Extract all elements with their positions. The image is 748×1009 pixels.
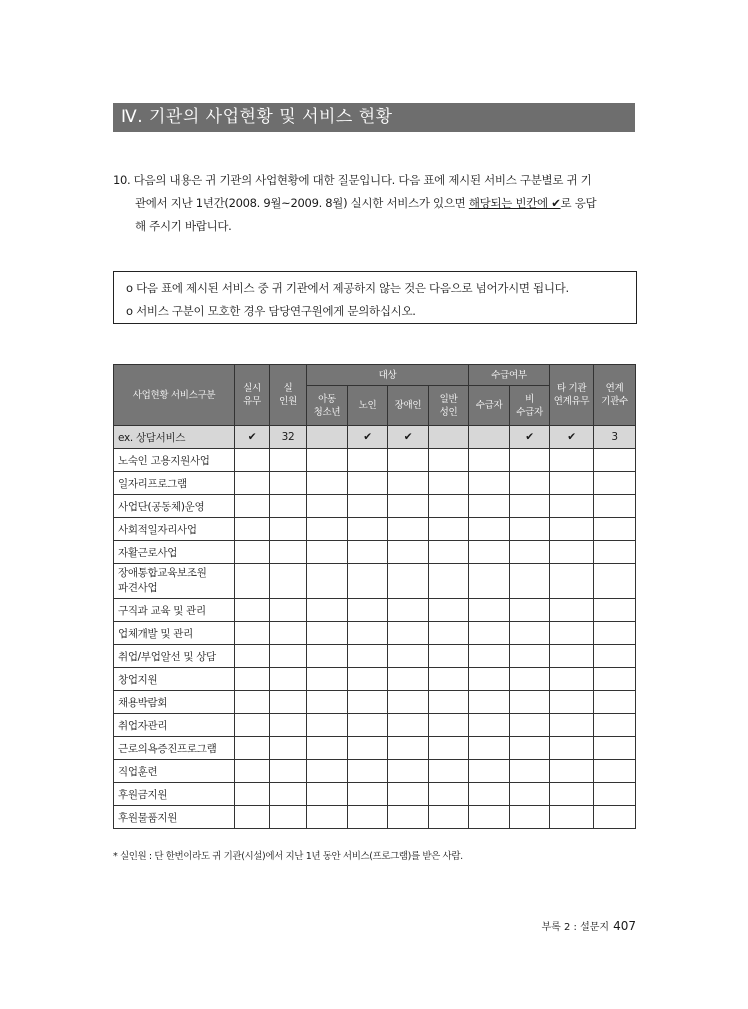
answer-cell-target-general-adult[interactable] xyxy=(429,599,469,622)
header-implemented: 실시 유무 xyxy=(235,365,270,426)
table-row xyxy=(114,714,636,737)
answer-cell-actual-persons[interactable] xyxy=(270,737,307,760)
question-line-3: 해 주시기 바랍니다. xyxy=(135,219,232,233)
answer-cell-recipient[interactable] xyxy=(469,760,510,783)
answer-cell-target-youth[interactable] xyxy=(307,599,348,622)
example-target-disabled: ✔ xyxy=(388,426,429,449)
notice-line-1: o 다음 표에 제시된 서비스 중 귀 기관에서 제공하지 않는 것은 다음으로 넘어가시면 됩니다. xyxy=(126,281,569,295)
answer-cell-other-agency-link[interactable] xyxy=(550,691,594,714)
header-benefit-status: 수급여부 xyxy=(469,365,550,386)
answer-cell-target-general-adult[interactable] xyxy=(429,783,469,806)
service-name: 사회적일자리사업 xyxy=(114,518,235,541)
answer-cell-target-disabled[interactable] xyxy=(388,564,429,599)
answer-cell-other-agency-link[interactable] xyxy=(550,737,594,760)
table-row xyxy=(114,541,636,564)
answer-cell-non-recipient[interactable] xyxy=(510,449,550,472)
answer-cell-other-agency-link[interactable] xyxy=(550,599,594,622)
answer-cell-target-youth[interactable] xyxy=(307,737,348,760)
answer-cell-other-agency-link[interactable] xyxy=(550,760,594,783)
answer-cell-non-recipient[interactable] xyxy=(510,806,550,829)
header-linked-agencies: 연계 기관수 xyxy=(594,365,636,426)
answer-cell-linked-agencies[interactable] xyxy=(594,691,636,714)
answer-cell-recipient[interactable] xyxy=(469,518,510,541)
answer-cell-target-elderly[interactable] xyxy=(348,495,388,518)
answer-cell-target-elderly[interactable] xyxy=(348,449,388,472)
answer-cell-target-disabled[interactable] xyxy=(388,472,429,495)
answer-cell-target-youth[interactable] xyxy=(307,495,348,518)
footer-label: 부록 2 : 설문지 xyxy=(541,922,610,933)
answer-cell-actual-persons[interactable] xyxy=(270,645,307,668)
example-name: ex. 상담서비스 xyxy=(114,426,235,449)
example-actual-persons: 32 xyxy=(270,426,307,449)
answer-cell-target-elderly[interactable] xyxy=(348,691,388,714)
answer-cell-target-youth[interactable] xyxy=(307,691,348,714)
answer-cell-target-disabled[interactable] xyxy=(388,668,429,691)
answer-cell-actual-persons[interactable] xyxy=(270,806,307,829)
answer-cell-recipient[interactable] xyxy=(469,495,510,518)
example-linked-agencies: 3 xyxy=(594,426,636,449)
answer-cell-actual-persons[interactable] xyxy=(270,541,307,564)
answer-cell-recipient[interactable] xyxy=(469,806,510,829)
service-name: 장애통합교육보조원 파견사업 xyxy=(114,564,235,599)
answer-cell-other-agency-link[interactable] xyxy=(550,449,594,472)
answer-cell-target-youth[interactable] xyxy=(307,714,348,737)
answer-cell-linked-agencies[interactable] xyxy=(594,495,636,518)
answer-cell-implemented[interactable] xyxy=(235,518,270,541)
question-line-2-a: 관에서 지난 1년간(2008. 9월~2009. 8월) 실시한 서비스가 있으면 xyxy=(135,196,469,210)
answer-cell-recipient[interactable] xyxy=(469,645,510,668)
answer-cell-target-disabled[interactable] xyxy=(388,691,429,714)
answer-cell-target-general-adult[interactable] xyxy=(429,737,469,760)
service-name: 사업단(공동체)운영 xyxy=(114,495,235,518)
table-row xyxy=(114,783,636,806)
answer-cell-target-elderly[interactable] xyxy=(348,518,388,541)
header-actual-persons: 실 인원 xyxy=(270,365,307,426)
answer-cell-implemented[interactable] xyxy=(235,541,270,564)
answer-cell-linked-agencies[interactable] xyxy=(594,472,636,495)
answer-cell-target-general-adult[interactable] xyxy=(429,495,469,518)
answer-cell-non-recipient[interactable] xyxy=(510,760,550,783)
header-target-youth: 아동 청소년 xyxy=(307,386,348,426)
header-target-general-adult: 일반 성인 xyxy=(429,386,469,426)
answer-cell-target-disabled[interactable] xyxy=(388,714,429,737)
answer-cell-implemented[interactable] xyxy=(235,806,270,829)
answer-cell-target-elderly[interactable] xyxy=(348,806,388,829)
answer-cell-other-agency-link[interactable] xyxy=(550,472,594,495)
answer-cell-actual-persons[interactable] xyxy=(270,599,307,622)
answer-cell-implemented[interactable] xyxy=(235,691,270,714)
header-target-elderly: 노인 xyxy=(348,386,388,426)
answer-cell-recipient[interactable] xyxy=(469,472,510,495)
example-non-recipient: ✔ xyxy=(510,426,550,449)
service-name: 직업훈련 xyxy=(114,760,235,783)
answer-cell-target-elderly[interactable] xyxy=(348,541,388,564)
example-implemented: ✔ xyxy=(235,426,270,449)
answer-cell-implemented[interactable] xyxy=(235,737,270,760)
answer-cell-actual-persons[interactable] xyxy=(270,783,307,806)
answer-cell-recipient[interactable] xyxy=(469,449,510,472)
table-row xyxy=(114,806,636,829)
answer-cell-target-disabled[interactable] xyxy=(388,645,429,668)
answer-cell-target-youth[interactable] xyxy=(307,622,348,645)
answer-cell-actual-persons[interactable] xyxy=(270,760,307,783)
answer-cell-target-elderly[interactable] xyxy=(348,760,388,783)
answer-cell-linked-agencies[interactable] xyxy=(594,518,636,541)
table-row xyxy=(114,449,636,472)
header-service-type: 사업현황 서비스구분 xyxy=(114,365,235,426)
answer-cell-implemented[interactable] xyxy=(235,449,270,472)
answer-cell-implemented[interactable] xyxy=(235,622,270,645)
answer-cell-non-recipient[interactable] xyxy=(510,668,550,691)
answer-cell-target-general-adult[interactable] xyxy=(429,760,469,783)
example-row xyxy=(114,426,636,449)
answer-cell-target-general-adult[interactable] xyxy=(429,668,469,691)
answer-cell-target-elderly[interactable] xyxy=(348,599,388,622)
table-row xyxy=(114,668,636,691)
answer-cell-target-disabled[interactable] xyxy=(388,622,429,645)
answer-cell-non-recipient[interactable] xyxy=(510,737,550,760)
answer-cell-other-agency-link[interactable] xyxy=(550,645,594,668)
answer-cell-actual-persons[interactable] xyxy=(270,449,307,472)
answer-cell-target-youth[interactable] xyxy=(307,645,348,668)
answer-cell-target-general-adult[interactable] xyxy=(429,714,469,737)
answer-cell-target-disabled[interactable] xyxy=(388,806,429,829)
answer-cell-non-recipient[interactable] xyxy=(510,714,550,737)
answer-cell-target-youth[interactable] xyxy=(307,668,348,691)
answer-cell-target-general-adult[interactable] xyxy=(429,645,469,668)
answer-cell-recipient[interactable] xyxy=(469,737,510,760)
answer-cell-target-general-adult[interactable] xyxy=(429,622,469,645)
answer-cell-target-elderly[interactable] xyxy=(348,714,388,737)
example-target-youth xyxy=(307,426,348,449)
answer-cell-non-recipient[interactable] xyxy=(510,472,550,495)
answer-cell-actual-persons[interactable] xyxy=(270,495,307,518)
question-line-2-b: 로 응답 xyxy=(560,196,597,210)
answer-cell-other-agency-link[interactable] xyxy=(550,518,594,541)
answer-cell-linked-agencies[interactable] xyxy=(594,806,636,829)
answer-cell-target-general-adult[interactable] xyxy=(429,541,469,564)
answer-cell-target-general-adult[interactable] xyxy=(429,449,469,472)
answer-cell-non-recipient[interactable] xyxy=(510,518,550,541)
answer-cell-target-elderly[interactable] xyxy=(348,783,388,806)
answer-cell-target-disabled[interactable] xyxy=(388,783,429,806)
question-10 xyxy=(113,169,637,238)
table-row xyxy=(114,495,636,518)
answer-cell-non-recipient[interactable] xyxy=(510,541,550,564)
example-other-agency-link: ✔ xyxy=(550,426,594,449)
example-target-general-adult xyxy=(429,426,469,449)
answer-cell-target-disabled[interactable] xyxy=(388,760,429,783)
answer-cell-non-recipient[interactable] xyxy=(510,645,550,668)
page-footer xyxy=(520,918,636,933)
answer-cell-recipient[interactable] xyxy=(469,668,510,691)
answer-cell-actual-persons[interactable] xyxy=(270,668,307,691)
answer-cell-linked-agencies[interactable] xyxy=(594,541,636,564)
answer-cell-other-agency-link[interactable] xyxy=(550,564,594,599)
answer-cell-target-elderly[interactable] xyxy=(348,564,388,599)
answer-cell-target-general-adult[interactable] xyxy=(429,518,469,541)
answer-cell-target-disabled[interactable] xyxy=(388,518,429,541)
notice-box xyxy=(113,271,637,324)
service-name: 구직과 교육 및 관리 xyxy=(114,599,235,622)
answer-cell-target-disabled[interactable] xyxy=(388,449,429,472)
question-underlined-instruction: 해당되는 빈칸에 ✔ xyxy=(468,196,561,210)
answer-cell-target-youth[interactable] xyxy=(307,472,348,495)
answer-cell-target-youth[interactable] xyxy=(307,564,348,599)
service-table xyxy=(113,364,636,829)
answer-cell-target-disabled[interactable] xyxy=(388,599,429,622)
answer-cell-target-youth[interactable] xyxy=(307,806,348,829)
service-table-body xyxy=(114,426,636,829)
service-name: 자활근로사업 xyxy=(114,541,235,564)
answer-cell-other-agency-link[interactable] xyxy=(550,806,594,829)
answer-cell-implemented[interactable] xyxy=(235,599,270,622)
answer-cell-linked-agencies[interactable] xyxy=(594,622,636,645)
answer-cell-non-recipient[interactable] xyxy=(510,599,550,622)
notice-line-2: o 서비스 구분이 모호한 경우 담당연구원에게 문의하십시오. xyxy=(126,304,416,318)
answer-cell-target-elderly[interactable] xyxy=(348,668,388,691)
answer-cell-implemented[interactable] xyxy=(235,564,270,599)
answer-cell-target-youth[interactable] xyxy=(307,541,348,564)
answer-cell-target-elderly[interactable] xyxy=(348,472,388,495)
answer-cell-target-youth[interactable] xyxy=(307,783,348,806)
header-target: 대상 xyxy=(307,365,469,386)
example-recipient xyxy=(469,426,510,449)
answer-cell-implemented[interactable] xyxy=(235,495,270,518)
header-non-recipient: 비 수급자 xyxy=(510,386,550,426)
answer-cell-recipient[interactable] xyxy=(469,691,510,714)
table-row xyxy=(114,691,636,714)
answer-cell-target-disabled[interactable] xyxy=(388,737,429,760)
service-name: 후원물품지원 xyxy=(114,806,235,829)
answer-cell-other-agency-link[interactable] xyxy=(550,622,594,645)
answer-cell-actual-persons[interactable] xyxy=(270,518,307,541)
answer-cell-target-elderly[interactable] xyxy=(348,645,388,668)
answer-cell-non-recipient[interactable] xyxy=(510,564,550,599)
answer-cell-target-general-adult[interactable] xyxy=(429,564,469,599)
answer-cell-linked-agencies[interactable] xyxy=(594,599,636,622)
answer-cell-other-agency-link[interactable] xyxy=(550,495,594,518)
table-row xyxy=(114,760,636,783)
answer-cell-non-recipient[interactable] xyxy=(510,691,550,714)
answer-cell-recipient[interactable] xyxy=(469,541,510,564)
answer-cell-non-recipient[interactable] xyxy=(510,622,550,645)
answer-cell-linked-agencies[interactable] xyxy=(594,714,636,737)
answer-cell-target-youth[interactable] xyxy=(307,518,348,541)
answer-cell-recipient[interactable] xyxy=(469,783,510,806)
answer-cell-linked-agencies[interactable] xyxy=(594,737,636,760)
answer-cell-recipient[interactable] xyxy=(469,599,510,622)
answer-cell-actual-persons[interactable] xyxy=(270,564,307,599)
section-title: Ⅳ. 기관의 사업현황 및 서비스 현황 xyxy=(113,103,635,132)
table-row xyxy=(114,518,636,541)
answer-cell-linked-agencies[interactable] xyxy=(594,783,636,806)
answer-cell-non-recipient[interactable] xyxy=(510,783,550,806)
service-name: 취업자관리 xyxy=(114,714,235,737)
answer-cell-other-agency-link[interactable] xyxy=(550,541,594,564)
answer-cell-actual-persons[interactable] xyxy=(270,714,307,737)
answer-cell-implemented[interactable] xyxy=(235,472,270,495)
table-row xyxy=(114,645,636,668)
answer-cell-actual-persons[interactable] xyxy=(270,622,307,645)
answer-cell-linked-agencies[interactable] xyxy=(594,668,636,691)
answer-cell-target-general-adult[interactable] xyxy=(429,806,469,829)
example-target-elderly: ✔ xyxy=(348,426,388,449)
table-row xyxy=(114,472,636,495)
answer-cell-recipient[interactable] xyxy=(469,622,510,645)
answer-cell-target-disabled[interactable] xyxy=(388,495,429,518)
service-name: 후원금지원 xyxy=(114,783,235,806)
service-name: 근로의욕증진프로그램 xyxy=(114,737,235,760)
service-name: 업체개발 및 관리 xyxy=(114,622,235,645)
answer-cell-recipient[interactable] xyxy=(469,564,510,599)
service-name: 취업/부업알선 및 상담 xyxy=(114,645,235,668)
answer-cell-implemented[interactable] xyxy=(235,645,270,668)
answer-cell-other-agency-link[interactable] xyxy=(550,714,594,737)
answer-cell-target-general-adult[interactable] xyxy=(429,691,469,714)
answer-cell-recipient[interactable] xyxy=(469,714,510,737)
footnote: * 실인원 : 단 한번이라도 귀 기관(시설)에서 지난 1년 동안 서비스(프로그램)를 받은 사람. xyxy=(113,851,463,862)
answer-cell-implemented[interactable] xyxy=(235,668,270,691)
table-row xyxy=(114,564,636,599)
answer-cell-linked-agencies[interactable] xyxy=(594,564,636,599)
answer-cell-other-agency-link[interactable] xyxy=(550,668,594,691)
answer-cell-target-youth[interactable] xyxy=(307,449,348,472)
answer-cell-implemented[interactable] xyxy=(235,760,270,783)
table-row xyxy=(114,599,636,622)
answer-cell-linked-agencies[interactable] xyxy=(594,760,636,783)
header-recipient: 수급자 xyxy=(469,386,510,426)
answer-cell-actual-persons[interactable] xyxy=(270,472,307,495)
answer-cell-other-agency-link[interactable] xyxy=(550,783,594,806)
service-name: 채용박람회 xyxy=(114,691,235,714)
answer-cell-target-disabled[interactable] xyxy=(388,541,429,564)
answer-cell-implemented[interactable] xyxy=(235,783,270,806)
answer-cell-target-general-adult[interactable] xyxy=(429,472,469,495)
answer-cell-actual-persons[interactable] xyxy=(270,691,307,714)
answer-cell-target-youth[interactable] xyxy=(307,760,348,783)
answer-cell-target-elderly[interactable] xyxy=(348,737,388,760)
service-name: 노숙인 고용지원사업 xyxy=(114,449,235,472)
question-line-2 xyxy=(113,192,637,215)
header-target-disabled: 장애인 xyxy=(388,386,429,426)
answer-cell-implemented[interactable] xyxy=(235,714,270,737)
answer-cell-target-elderly[interactable] xyxy=(348,622,388,645)
answer-cell-non-recipient[interactable] xyxy=(510,495,550,518)
answer-cell-linked-agencies[interactable] xyxy=(594,645,636,668)
question-line-1: 10. 다음의 내용은 귀 기관의 사업현황에 대한 질문입니다. 다음 표에 제시된 서비스 구분별로 귀 기 xyxy=(113,173,592,187)
table-row xyxy=(114,622,636,645)
answer-cell-linked-agencies[interactable] xyxy=(594,449,636,472)
page-number: 407 xyxy=(613,919,636,933)
service-name: 일자리프로그램 xyxy=(114,472,235,495)
header-other-agency-link: 타 기관 연계유무 xyxy=(550,365,594,426)
service-name: 창업지원 xyxy=(114,668,235,691)
table-row xyxy=(114,737,636,760)
